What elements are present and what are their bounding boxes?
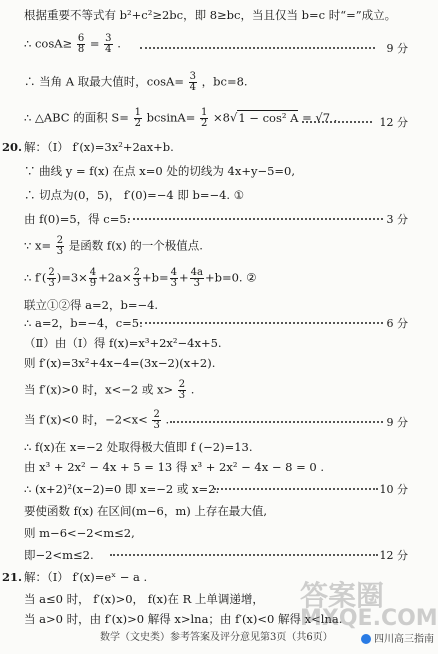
formula-line: ∴ △ABC 的面积 S= $\frac{1}{2}$ bcsinA= $\frac{1}{2}$ ×8√1 − cos² A = √7 . [24,107,338,129]
text-line: ∴ a=2，b=−4，c=5. [24,316,143,330]
formula-line: ∴ f′( $\frac{2}{3}$ )=3× $\frac{4}{9}$ +2a× $\frac{2}{3}$ +b= $\frac{4}{3}$ + $\frac{4a}{3}$ +b=0. ② [24,267,257,289]
formula-line: ∴ 当角 A 取最大值时，cosA= $\frac{3}{4}$ ，bc=8. [24,71,248,93]
score-label: 12 分 [379,116,408,129]
dotted-leader [110,554,378,556]
text-line: ∵ 曲线 y = f(x) 在点 x=0 处的切线为 4x+y−5=0, [24,164,296,178]
dotted-leader [128,218,383,220]
question-number: 21. [2,570,23,584]
question-number: 20. [2,140,23,154]
text-line: 则 f′(x)=3x²+4x−4=(3x−2)(x+2). [24,356,216,370]
fraction: $\frac{2}{3}$ [48,267,55,289]
text-line: 即−2<m≤2. [24,548,94,562]
fraction: $\frac{2}{3}$ [153,409,160,431]
fraction: $\frac{1}{2}$ [134,107,141,129]
dotted-leader [302,121,372,123]
score-label: 9 分 [386,42,408,55]
score-label: 12 分 [379,549,408,562]
score-label: 9 分 [386,416,408,429]
text-line: （Ⅱ）由（Ⅰ）得 f(x)=x³+2x²−4x+5. [24,336,222,350]
fraction: $\frac{4}{3}$ [170,267,177,289]
text-line: 当 a≤0 时， f′(x)>0， f(x)在 R 上单调递增， [24,592,264,606]
fraction: $\frac{2}{3}$ [178,379,186,401]
dotted-leader [170,421,383,423]
page-footer: 数学（文史类）参考答案及评分意见第3页（共6页） [100,632,333,643]
badge-icon [361,634,371,644]
text-line: 联立①②得 a=2，b=−4. [24,298,159,312]
score-label: 6 分 [386,317,408,330]
watermark-url: MXQE.COM [300,606,438,631]
fraction: $\frac{2}{3}$ [56,235,64,257]
fraction: $\frac{4}{9}$ [89,267,97,289]
fraction: $\frac{3}{4}$ [189,71,197,93]
score-label: 3 分 [386,213,408,226]
score-label: 10 分 [379,483,408,496]
text-line: ∴ (x+2)²(x−2)=0 即 x=−2 或 x=2. [24,482,220,496]
source-badge: 四川高三指南 [361,630,434,645]
formula-line: ∴ cosA≥ $\frac{6}{8}$ = $\frac{3}{4}$ . [24,33,121,55]
text-line: 要使函数 f(x) 在区间(m−6，m) 上存在最大值, [24,504,268,518]
dotted-leader [140,47,375,49]
text-line: 根据重要不等式有 b²+c²≥2bc，即 8≥bc，当且仅当 b=c 时“=”成立。 [24,8,397,22]
text-line: 由 f(0)=5，得 c=5. [24,212,131,226]
text-line: ∴ 切点为(0，5)， f′(0)=−4 即 b=−4. ① [24,188,245,202]
text-line: 解：（Ⅰ） f′(x)=eˣ − a . [24,570,148,584]
text-line: 解：（Ⅰ） f′(x)=3x²+2ax+b. [24,140,174,154]
text-line: 由 x³ + 2x² − 4x + 5 = 13 得 x³ + 2x² − 4x − 8 = 0 . [24,460,325,474]
dotted-leader [214,488,378,490]
dotted-leader [140,322,383,324]
watermark-text: 答案圈 [300,579,385,612]
sqrt-expression: 1 − cos² A [238,110,299,125]
text-line: 则 m−6<−2<m≤2, [24,526,135,540]
formula-line: ∵ x= $\frac{2}{3}$ 是函数 f(x) 的一个极值点. [24,235,203,257]
fraction: $\frac{1}{2}$ [201,107,208,129]
fraction: $\frac{4a}{3}$ [190,267,203,289]
fraction: $\frac{3}{4}$ [105,33,112,55]
text: ∴ cosA≥ [24,36,73,51]
text-line: 当 a>0 时，由 f′(x)>0 解得 x>lna；由 f′(x)<0 解得 x<lna. [24,612,343,626]
formula-line: 当 f′(x)>0 时，x<−2 或 x> $\frac{2}{3}$ . [24,379,195,401]
fraction: $\frac{2}{3}$ [133,267,140,289]
formula-line: 当 f′(x)<0 时，−2<x< $\frac{2}{3}$ . [24,409,170,431]
text-line: ∴ f(x)在 x=−2 处取得极大值即 f (−2)=13. [24,440,253,454]
fraction: $\frac{6}{8}$ [77,33,85,55]
